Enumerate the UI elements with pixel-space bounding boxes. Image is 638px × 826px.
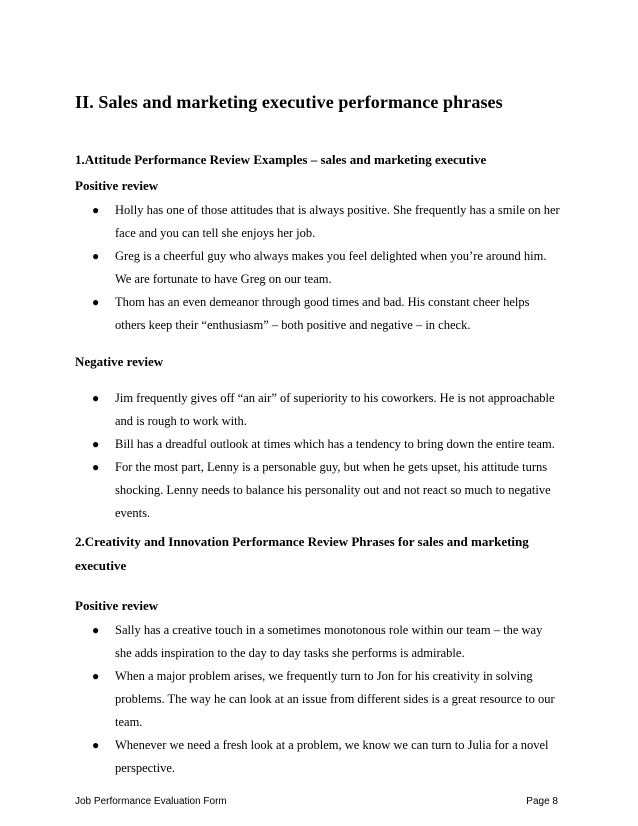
- bullet-icon: ●: [92, 391, 100, 405]
- bullet-icon: ●: [92, 249, 100, 263]
- bullet-icon: ●: [92, 669, 100, 683]
- footer-form-name: Job Performance Evaluation Form: [75, 796, 227, 807]
- creativity-positive-list: [0, 619, 638, 780]
- negative-review-label: Negative review: [75, 354, 164, 369]
- list-item: ● Greg is a cheerful guy who always makes you feel delighted when you’re around him. We are fortunate to have Greg on our team.: [0, 245, 638, 291]
- list-item: ● When a major problem arises, we frequently turn to Jon for his creativity in solving problems. The way he can look at an issue from different sides is a great resource to our team.: [0, 665, 638, 734]
- list-item: ● Whenever we need a fresh look at a problem, we know we can turn to Julia for a novel perspective.: [0, 734, 638, 780]
- bullet-icon: ●: [92, 738, 100, 752]
- section-heading-creativity: 2.Creativity and Innovation Performance Review Phrases for sales and marketing executive: [75, 534, 529, 573]
- attitude-negative-list: [0, 387, 638, 525]
- list-item: ● Bill has a dreadful outlook at times which has a tendency to bring down the entire team.: [0, 433, 638, 456]
- page-title: II. Sales and marketing executive performance phrases: [75, 92, 503, 112]
- list-item: ● Sally has a creative touch in a sometimes monotonous role within our team – the way she adds inspiration to the day to day tasks she performs is admirable.: [0, 619, 638, 665]
- section-heading-attitude: 1.Attitude Performance Review Examples – sales and marketing executive: [75, 152, 487, 167]
- list-item: ● Jim frequently gives off “an air” of superiority to his coworkers. He is not approachable and is rough to work with.: [0, 387, 638, 433]
- bullet-icon: ●: [92, 203, 100, 217]
- footer-page-number: Page 8: [526, 796, 558, 807]
- positive-review-label: Positive review: [75, 178, 159, 193]
- list-item: ● Thom has an even demeanor through good times and bad. His constant cheer helps others keep their “enthusiasm” – both positive and negative – in check.: [0, 291, 638, 337]
- list-item: ● For the most part, Lenny is a personable guy, but when he gets upset, his attitude turns shocking. Lenny needs to balance his personality out and not react so much to negative events.: [0, 456, 638, 525]
- bullet-icon: ●: [92, 460, 100, 474]
- attitude-positive-list: [0, 199, 638, 337]
- positive-review-label: Positive review: [75, 598, 159, 613]
- list-item: ● Holly has one of those attitudes that is always positive. She frequently has a smile on her face and you can tell she enjoys her job.: [0, 199, 638, 245]
- bullet-icon: ●: [92, 295, 100, 309]
- bullet-icon: ●: [92, 623, 100, 637]
- bullet-icon: ●: [92, 437, 100, 451]
